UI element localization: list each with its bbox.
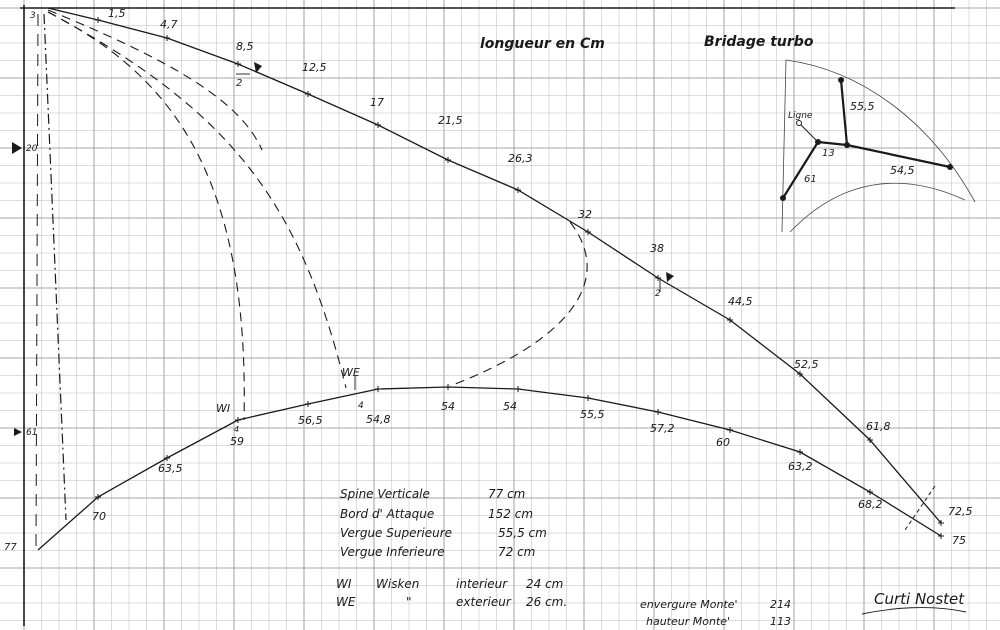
span-label: envergure Monte' [640,598,738,611]
le-label: 32 [578,208,592,221]
bridle-line-top [841,80,847,145]
marker-61-arrow-icon [14,428,22,436]
bridle-ligne-label: Ligne [788,111,813,121]
te-label: 75 [952,534,966,547]
spine-dash-dot [44,14,66,520]
drawing-title: longueur en Cm [480,36,605,52]
axis-label: 3 [30,11,36,21]
te-label: 55,5 [580,408,605,421]
signature-underline [862,608,966,614]
axis-label: 77 [4,542,17,553]
whisker-code: WI [336,577,352,591]
te-label: 56,5 [298,414,323,427]
height-value: 113 [770,615,791,628]
te-label: 68,2 [858,498,883,511]
le-label: 1,5 [108,7,126,20]
le-label: 52,5 [794,358,819,371]
whisker-name: " [406,595,412,609]
le-label: 44,5 [728,295,753,308]
spec-label: Spine Verticale [340,487,430,501]
bridle-seg-label: 55,5 [850,100,875,113]
bridle-ligne-line [800,124,818,142]
wi-label: WI [216,402,231,415]
span-value: 214 [770,598,791,611]
bridle-ring-icon [797,121,802,126]
spec-value: 72 cm [498,545,536,559]
marker-20-arrow-icon [12,142,22,154]
height-label: hauteur Monte' [646,615,731,628]
te-label: 59 [230,435,244,448]
te-label: 63,5 [158,462,183,475]
bridle-seg-label: 54,5 [890,164,915,177]
te-label: 70 [92,510,106,523]
le-label: 8,5 [236,40,254,53]
bridle-line-low [783,142,818,198]
dashed-curve-outer [48,10,262,150]
te-label: 54 [503,400,517,413]
le-label: 12,5 [302,61,327,74]
whisker-desc: interieur [456,577,508,591]
bridle-seg-label: 61 [804,174,817,185]
bridle-node [780,195,786,201]
te-label: 57,2 [650,422,675,435]
offset-label: 2 [655,289,661,299]
bridle-node [815,139,821,145]
le-label: 72,5 [948,505,973,518]
trailing-edge-labels [92,400,966,547]
bridle-title: Bridage turbo [704,34,814,50]
spec-value: 152 cm [488,507,534,521]
whisker-code: WE [336,595,356,609]
signature: Curti Nostet [874,590,965,608]
totals-block [640,598,791,628]
offset-label: 2 [236,78,243,89]
we-label: WE [342,366,360,379]
flag-icon [666,272,674,282]
bridle-node [844,142,850,148]
spec-value: 55,5 cm [498,526,547,540]
whisker-name: Wisken [376,577,420,591]
offset-label: 4 [358,401,364,411]
te-label: 60 [716,436,730,449]
axis-label: 61 [26,428,38,438]
whisker-value: 26 cm. [526,595,568,609]
spec-label: Vergue Inferieure [340,545,445,559]
dashed-spine-left [36,14,38,548]
left-axis-markers [4,11,38,553]
le-label: 21,5 [438,114,463,127]
whisker-value: 24 cm [526,577,564,591]
spec-value: 77 cm [488,487,526,501]
bridle-node [838,77,844,83]
le-label: 61,8 [866,420,891,433]
te-label: 63,2 [788,460,813,473]
specifications-block [336,487,567,609]
axis-label: 20 [26,144,38,154]
dashed-curve-inner [48,12,244,420]
bridle-line-mid [818,142,847,145]
spec-label: Bord d' Attaque [340,507,435,521]
bridle-seg-label: 13 [822,148,835,159]
te-label: 54,8 [366,413,391,426]
bridle-node [947,164,953,170]
bridle-diagram [780,60,975,232]
le-label: 17 [370,96,384,109]
le-label: 38 [650,242,664,255]
whisker-desc: exterieur [456,595,511,609]
te-label: 54 [441,400,455,413]
bridle-spine-line [782,60,786,232]
bridle-lower-outline [790,183,965,232]
le-label: 4,7 [160,18,178,31]
offset-label: 4 [234,425,240,434]
spec-label: Vergue Superieure [340,526,453,540]
le-label: 26,3 [508,152,533,165]
